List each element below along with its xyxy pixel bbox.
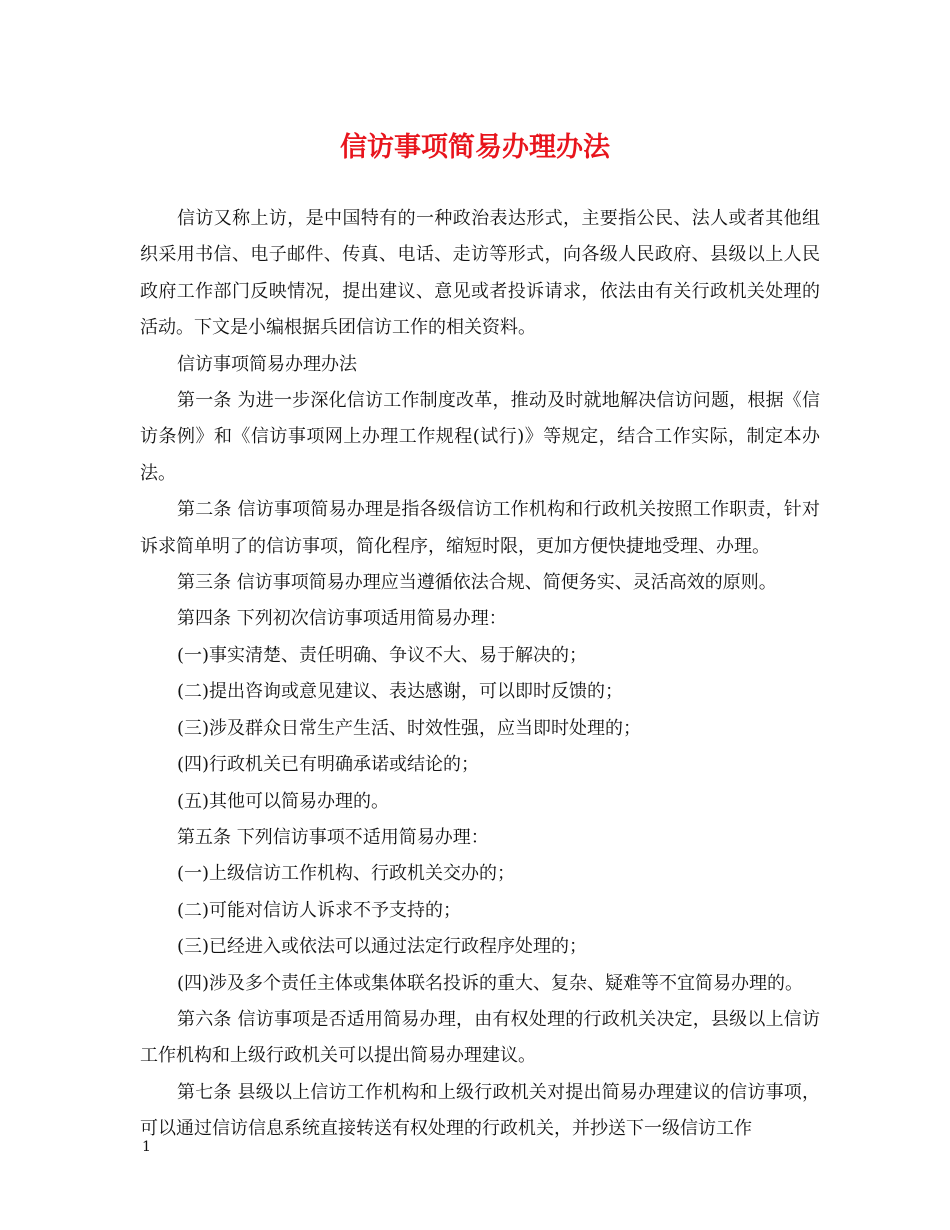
list-item: (三)已经进入或依法可以通过法定行政程序处理的；	[177, 936, 588, 958]
list-item: (一)事实清楚、责任明确、争议不大、易于解决的；	[177, 644, 588, 666]
list-item: (一)上级信访工作机构、行政机关交办的；	[177, 863, 516, 885]
list-item: (三)涉及群众日常生产生活、时效性强，应当即时处理的；	[177, 717, 642, 739]
page-number: 1	[142, 1139, 151, 1155]
paragraph-article-7: 第七条 县级以上信访工作机构和上级行政机关对提出简易办理建议的信访事项，可以通过信访信息系统直接转送有权处理的行政机关，并抄送下一级信访工作	[140, 1081, 820, 1140]
paragraph-subtitle: 信访事项简易办理办法	[177, 353, 357, 375]
paragraph-intro: 信访又称上访，是中国特有的一种政治表达形式，主要指公民、法人或者其他组织采用书信、电子邮件、传真、电话、走访等形式，向各级人民政府、县级以上人民政府工作部门反映情况，提出建议、意见或者投诉请求，依法由有关行政机关处理的活动。下文是小编根据兵团信访工作的相关资料。	[140, 208, 820, 339]
list-item: (四)行政机关已有明确承诺或结论的；	[177, 754, 480, 776]
list-item: (五)其他可以简易办理的。	[177, 790, 390, 812]
paragraph-article-4: 第四条 下列初次信访事项适用简易办理：	[177, 608, 507, 630]
paragraph-article-1: 第一条 为进一步深化信访工作制度改革，推动及时就地解决信访问题，根据《信访条例》和《信访事项网上办理工作规程(试行)》等规定，结合工作实际，制定本办法。	[140, 390, 820, 484]
document-title: 信访事项简易办理办法	[340, 132, 610, 163]
list-item: (四)涉及多个责任主体或集体联名投诉的重大、复杂、疑难等不宜简易办理的。	[177, 972, 804, 994]
list-item: (二)提出咨询或意见建议、表达感谢，可以即时反馈的；	[177, 681, 624, 703]
paragraph-article-3: 第三条 信访事项简易办理应当遵循依法合规、简便务实、灵活高效的原则。	[177, 572, 777, 594]
paragraph-article-5: 第五条 下列信访事项不适用简易办理：	[177, 826, 489, 848]
paragraph-article-2: 第二条 信访事项简易办理是指各级信访工作机构和行政机关按照工作职责，针对诉求简单明了的信访事项，简化程序，缩短时限，更加方便快捷地受理、办理。	[140, 499, 820, 557]
paragraph-article-6: 第六条 信访事项是否适用简易办理，由有权处理的行政机关决定，县级以上信访工作机构和上级行政机关可以提出简易办理建议。	[140, 1008, 820, 1067]
document-body	[140, 201, 820, 1148]
list-item: (二)可能对信访人诉求不予支持的；	[177, 899, 462, 921]
